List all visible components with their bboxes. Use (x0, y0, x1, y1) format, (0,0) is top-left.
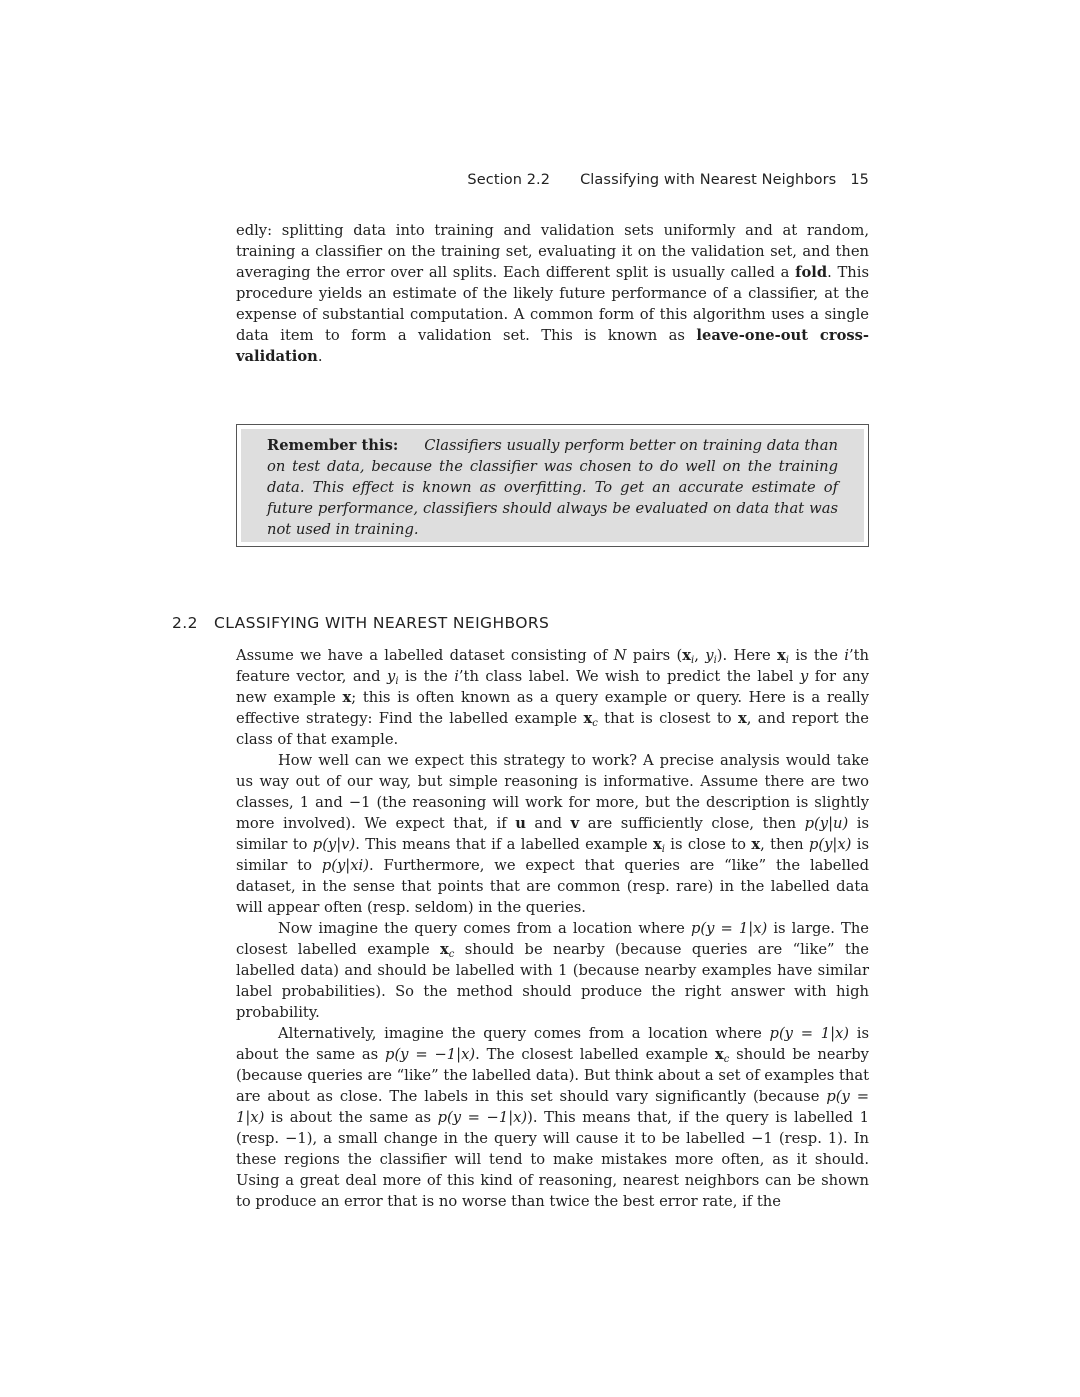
paragraph-3: Now imagine the query comes from a location where p(y = 1|x) is large. The closest labelled example $x_c$ should be nearby (because queries are “like” the labelled data) and should be labelled with 1 (because nearby examples have similar label probabilities). So the method should produce the right answer with high probability. (236, 920, 869, 1021)
paragraph-2: How well can we expect this strategy to work? A precise analysis would take us way out of our way, but simple reasoning is informative. Assume there are two classes, 1 and −1 (the reasoning will work for more, but the description is slightly more involved). We expect that, if u and v are sufficiently close, then p(y|u) is similar to p(y|v). This means that if a labelled example $x_i$ is close to x, then p(y|x) is similar to p(y|xi). Furthermore, we expect that queries are “like” the labelled dataset, in the sense that points that are common (resp. rare) in the labelled data will appear often (resp. seldom) in the queries. (236, 752, 870, 916)
intro-text-3: . (317, 348, 323, 365)
remember-box-inner (241, 429, 864, 542)
running-head-section: Section 2.2 (467, 172, 551, 188)
remember-title: Remember this: (267, 437, 399, 454)
paragraph-4: Alternatively, imagine the query comes from a location where p(y = 1|x) is about the same as p(y = −1|x). The closest labelled example $x_c$ should be nearby (because queries are “like” the labelled data). But think about a set of examples that are about as close. The labels in this set should vary significantly (because p(y = 1|x) is about the same as p(y = −1|x)). This means that, if the query is labelled 1 (resp. −1), a small change in the query will cause it to be labelled −1 (resp. 1). In these regions the classifier will tend to make mistakes more often, as it should. Using a great deal more of this kind of reasoning, nearest neighbors can be shown to produce an error that is no worse than twice the best error rate, if the (236, 1025, 870, 1210)
running-head-title: Classifying with Nearest Neighbors (580, 172, 837, 188)
remember-box (236, 424, 869, 547)
section-number: 2.2 (172, 614, 198, 632)
section-heading (172, 614, 549, 632)
intro-text-1: edly: splitting data into training and validation sets uniformly and at random, training a classifier on the training set, evaluating it on the validation set, and then averaging the error over all splits. Each different split is usually called a (236, 222, 869, 281)
body-text (236, 645, 869, 1212)
term-leave-one-out: leave-one-out cross-validation (236, 327, 869, 365)
running-head (236, 172, 869, 188)
page-number: 15 (850, 172, 869, 188)
term-fold: fold (795, 264, 828, 281)
paragraph-1: Assume we have a labelled dataset consisting of N pairs ($x_i$, $y_i$). Here $x_i$ is the i’th feature vector, and $y_i$ is the i’th class label. We wish to predict the label y for any new example x; this is often known as a query example or query. Here is a really effective strategy: Find the labelled example $x_c$ that is closest to x, and report the class of that example. (236, 647, 870, 748)
section-title: CLASSIFYING WITH NEAREST NEIGHBORS (214, 614, 550, 632)
remember-body: Classifiers usually perform better on training data than on test data, because the classifier was chosen to do well on the training data. This effect is known as overfitting. To get an accurate estimate of future performance, classifiers should always be evaluated on data that was not used in training. (267, 437, 838, 538)
intro-paragraph (236, 220, 869, 367)
intro-text-2: . This procedure yields an estimate of the likely future performance of a classifier, at the expense of substantial computation. A common form of this algorithm uses a single data item to form a validation set. This is known as (236, 264, 869, 344)
